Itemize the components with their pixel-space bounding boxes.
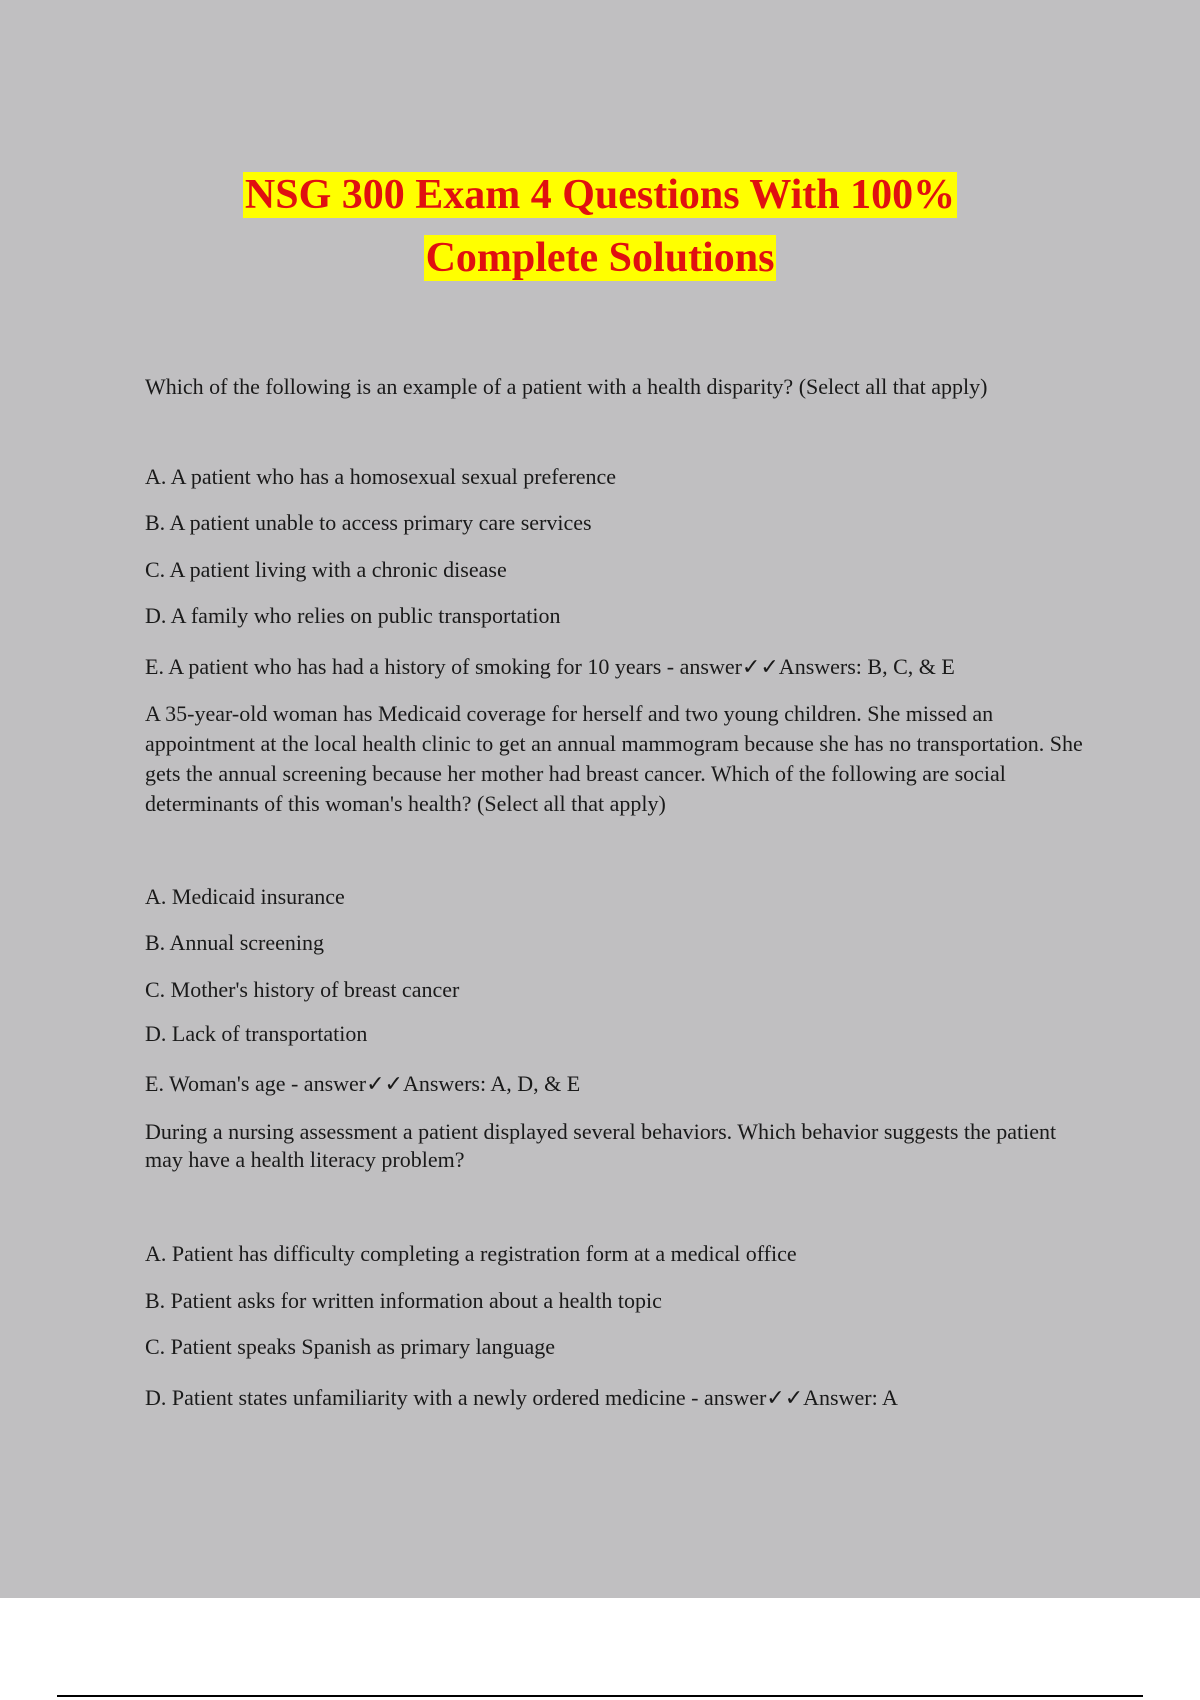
question-1-text: Which of the following is an example of a patient with a health disparity? (Select all that apply) <box>145 374 988 399</box>
title-line-1: NSG 300 Exam 4 Questions With 100% <box>244 172 956 218</box>
question-3-text: During a nursing assessment a patient displayed several behaviors. Which behavior suggests the patient may have a health literacy problem? <box>145 1119 1057 1172</box>
question-1-option-e-answer: E. A patient who has had a history of smoking for 10 years - answer✓✓Answers: B, C, & E <box>145 654 955 679</box>
title-line-2: Complete Solutions <box>425 235 775 281</box>
question-3-option-b: B. Patient asks for written information about a health topic <box>145 1288 662 1313</box>
question-3-option-c: C. Patient speaks Spanish as primary language <box>145 1334 555 1359</box>
question-2-option-c: C. Mother's history of breast cancer <box>145 977 460 1002</box>
question-1-option-c: C. A patient living with a chronic disease <box>145 557 507 582</box>
question-1-option-b: B. A patient unable to access primary care services <box>145 510 592 535</box>
question-2-option-d: D. Lack of transportation <box>145 1021 368 1046</box>
question-1-option-d: D. A family who relies on public transportation <box>145 603 561 628</box>
page-divider-line <box>57 1695 1143 1697</box>
question-3-option-a: A. Patient has difficulty completing a registration form at a medical office <box>145 1241 797 1266</box>
question-2-text: A 35-year-old woman has Medicaid coverage for herself and two young children. She missed an appointment at the local health clinic to get an annual mammogram because she has no transportation. She gets the annual screening because her mother had breast cancer. Which of the following are social determinants of this woman's health? (Select all that apply) <box>145 701 1083 816</box>
question-2-option-e-answer: E. Woman's age - answer✓✓Answers: A, D, & E <box>145 1071 581 1096</box>
document-title <box>0 168 1200 294</box>
question-2-option-b: B. Annual screening <box>145 930 325 955</box>
question-2-option-a: A. Medicaid insurance <box>145 884 345 909</box>
question-3-option-d-answer: D. Patient states unfamiliarity with a newly ordered medicine - answer✓✓Answer: A <box>145 1385 898 1410</box>
question-1-option-a: A. A patient who has a homosexual sexual preference <box>145 464 617 489</box>
